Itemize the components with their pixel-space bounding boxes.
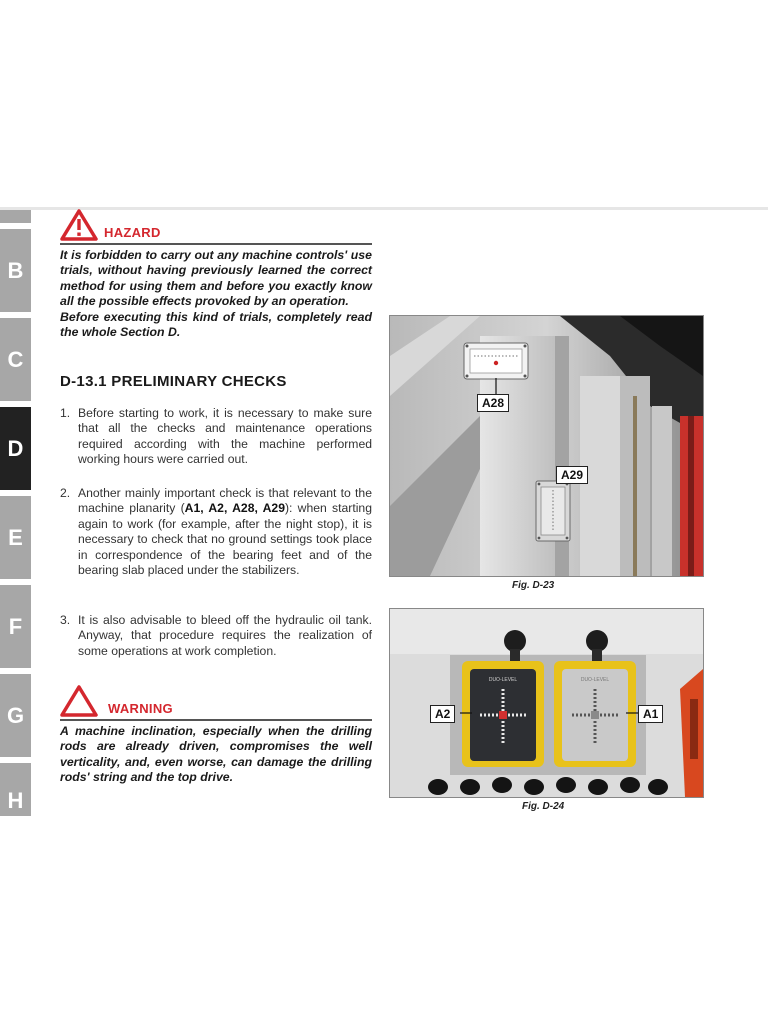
device-label-a1: DUO-LEVEL <box>580 677 610 683</box>
hazard-icon <box>60 209 98 241</box>
tab-letter: F <box>8 613 23 639</box>
figure-d-23 <box>389 315 704 577</box>
list-number: 3. <box>60 613 71 627</box>
warning-text: A machine inclination, especially when the drilling rods are already driven, compromises the well verticality, and, even worse, can damage the drilling rods' string and the top drive. <box>60 724 372 785</box>
tab-d[interactable] <box>0 407 31 493</box>
hazard-notice <box>60 207 372 340</box>
figure-d-23-caption: Fig. D-23 <box>512 580 555 591</box>
list-text-after: ): when starting again to work (for example, after the night stop), it is necessary to check that no ground settings took place in correspondence of the bearing feet and of the bearing slab placed under the stabilizers. <box>78 501 372 578</box>
list-text <box>78 486 372 578</box>
device-label-a2: DUO-LEVEL <box>488 677 518 683</box>
list-text: Before starting to work, it is necessary to make sure that all the checks and maintenance operations required according with the machine performed working hours were carried out. <box>78 406 372 467</box>
tab-letter: E <box>8 524 23 550</box>
warning-icon <box>60 685 98 717</box>
tab-c[interactable] <box>0 318 31 404</box>
tab-f[interactable] <box>0 585 31 671</box>
list-item-2 <box>60 486 372 578</box>
tab-g[interactable] <box>0 674 31 760</box>
mast-photo <box>390 316 703 576</box>
list-number: 1. <box>60 406 71 420</box>
tab-letter: C <box>7 346 24 372</box>
tab-letter: G <box>6 702 25 728</box>
hazard-label: HAZARD <box>104 225 161 240</box>
warning-header <box>60 683 372 721</box>
tab-h[interactable] <box>0 763 31 819</box>
hazard-text <box>60 248 372 340</box>
tab-a-partial[interactable] <box>0 210 31 226</box>
component-references: A1, A2, A28, A29 <box>184 501 285 516</box>
hazard-paragraph-2: Before executing this kind of trials, completely read the whole Section D. <box>60 309 372 340</box>
figure-d-24-caption: Fig. D-24 <box>522 801 565 812</box>
tab-b[interactable] <box>0 229 31 315</box>
tab-letter: H <box>7 788 24 813</box>
callout-a2: A2 <box>430 705 455 723</box>
tab-letter: D <box>7 435 24 461</box>
list-item-1 <box>60 406 372 468</box>
levels-photo <box>390 609 703 797</box>
list-text: It is also advisable to bleed off the hydraulic oil tank. Anyway, that procedure requires the realization of some operations at work completion. <box>78 613 372 658</box>
callout-a29: A29 <box>556 466 588 484</box>
hazard-header <box>60 207 372 245</box>
tab-e[interactable] <box>0 496 31 582</box>
warning-notice <box>60 683 372 786</box>
warning-label: WARNING <box>108 701 173 716</box>
tab-letter: B <box>7 257 24 283</box>
section-title: D-13.1 PRELIMINARY CHECKS <box>60 373 287 390</box>
figure-d-24 <box>389 608 704 798</box>
list-item-3 <box>60 613 372 659</box>
list-text-before: Another mainly important check is that relevant to the machine planarity ( <box>78 486 372 516</box>
callout-a1: A1 <box>638 705 663 723</box>
callout-a28: A28 <box>477 394 509 412</box>
list-number: 2. <box>60 486 71 500</box>
hazard-paragraph-1: It is forbidden to carry out any machine controls' use trials, without having previously learned the correct method for using them and before you exactly know all the possible effects provoked by an operation. <box>60 248 372 309</box>
